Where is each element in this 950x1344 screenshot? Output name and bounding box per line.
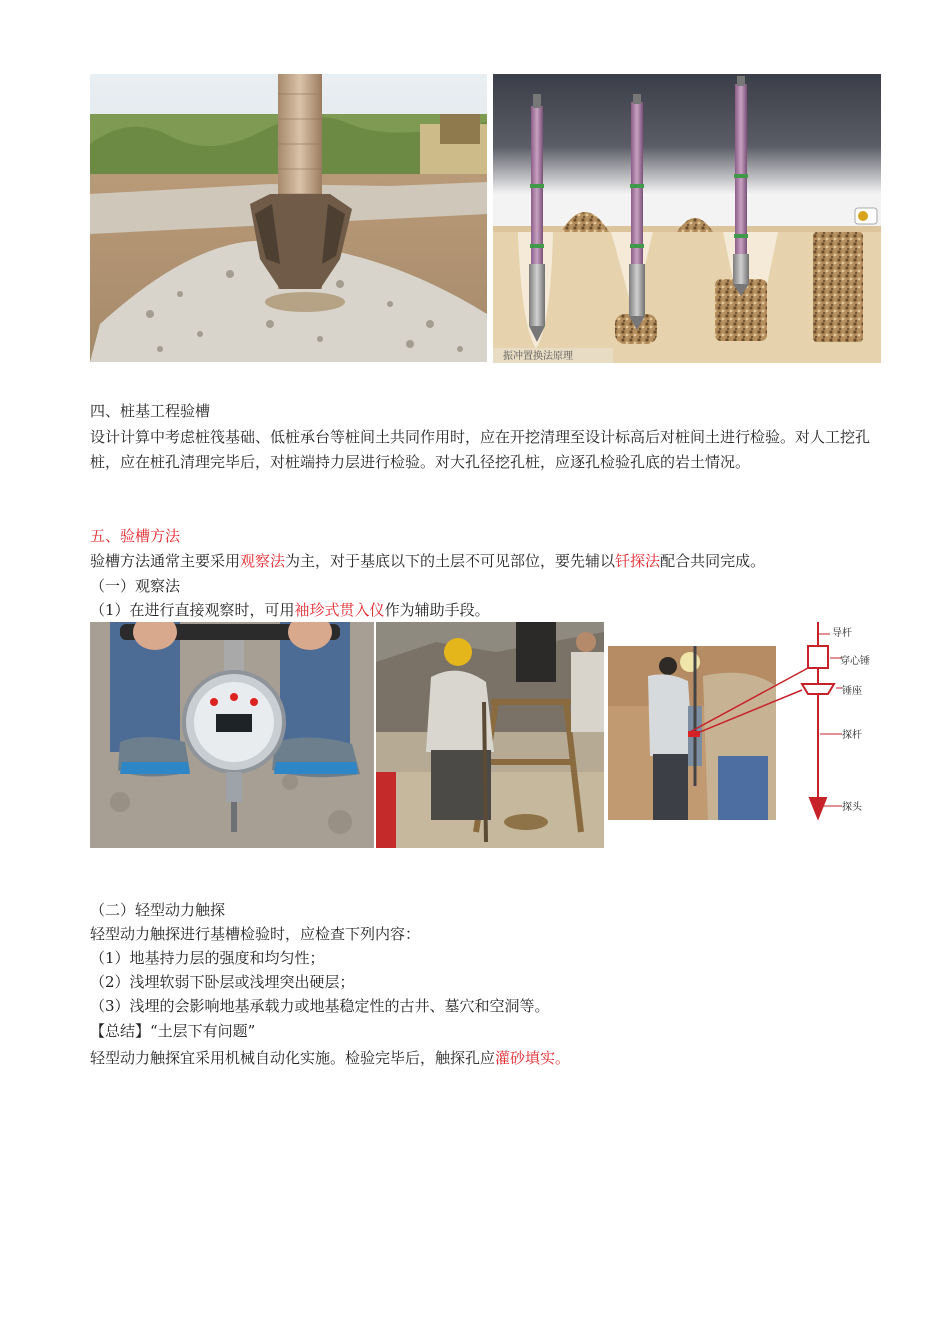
- section5-heading: 五、验槽方法: [90, 527, 181, 545]
- vibro-principle-diagram: [493, 74, 881, 363]
- item1-highlight-penetrometer: 袖珍式贯入仪: [294, 601, 385, 619]
- intro-highlight-observation: 观察法: [240, 552, 286, 570]
- subsection-light-dynamic-probe: （二）轻型动力触探: [90, 901, 226, 919]
- manual-probing-photo: [376, 622, 604, 848]
- label-anvil: 锤座: [842, 686, 862, 697]
- final-line: [90, 1046, 570, 1070]
- section4-heading: 四、桩基工程验槽: [90, 402, 211, 420]
- light-probe-intro: 轻型动力触探进行基槽检验时，应检查下列内容：: [90, 925, 421, 943]
- final-highlight-sand-fill: 灌砂填实。: [495, 1049, 571, 1067]
- item1-text-1: （1）在进行直接观察时，可用: [90, 601, 295, 619]
- vibro-site-photo: [90, 74, 487, 362]
- check-item-1: （1）地基持力层的强度和均匀性；: [90, 949, 325, 967]
- check-item-2: （2）浅埋软弱下卧层或浅埋突出硬层；: [90, 973, 355, 991]
- section5-intro: [90, 549, 765, 573]
- subsection-observation: （一）观察法: [90, 577, 181, 595]
- final-text: 轻型动力触探宜采用机械自动化实施。检验完毕后，触探孔应: [90, 1049, 496, 1067]
- intro-text-1: 验槽方法通常主要采用: [90, 552, 241, 570]
- diagram-caption: 振冲置换法原理: [503, 351, 573, 362]
- label-probe-head: 探头: [842, 802, 862, 813]
- label-hammer: 穿心锤: [840, 656, 870, 667]
- summary-line: 【总结】“土层下有问题”: [90, 1022, 256, 1040]
- pocket-penetrometer-photo: [90, 622, 374, 848]
- label-probe-rod: 探杆: [842, 730, 862, 741]
- probe-structure-diagram: [690, 622, 882, 826]
- check-item-3: （3）浅埋的会影响地基承载力或地基稳定性的古井、墓穴和空洞等。: [90, 997, 550, 1015]
- section4-paragraph: 设计计算中考虑桩筏基础、低桩承台等桩间土共同作用时，应在开挖清理至设计标高后对桩间土进行检验。对人工挖孔桩，应在桩孔清理完毕后，对桩端持力层进行检验。对大孔径挖孔桩，应逐孔检验孔底的岩土情况。: [90, 428, 871, 471]
- label-guide-rod: 导杆: [832, 628, 852, 639]
- intro-text-3: 配合共同完成。: [660, 552, 766, 570]
- item1-text-2: 作为辅助手段。: [384, 601, 490, 619]
- intro-text-2: 为主，对于基底以下的土层不可见部位，要先辅以: [285, 552, 616, 570]
- intro-highlight-probing: 钎探法: [615, 552, 661, 570]
- observation-item-1: [90, 598, 490, 622]
